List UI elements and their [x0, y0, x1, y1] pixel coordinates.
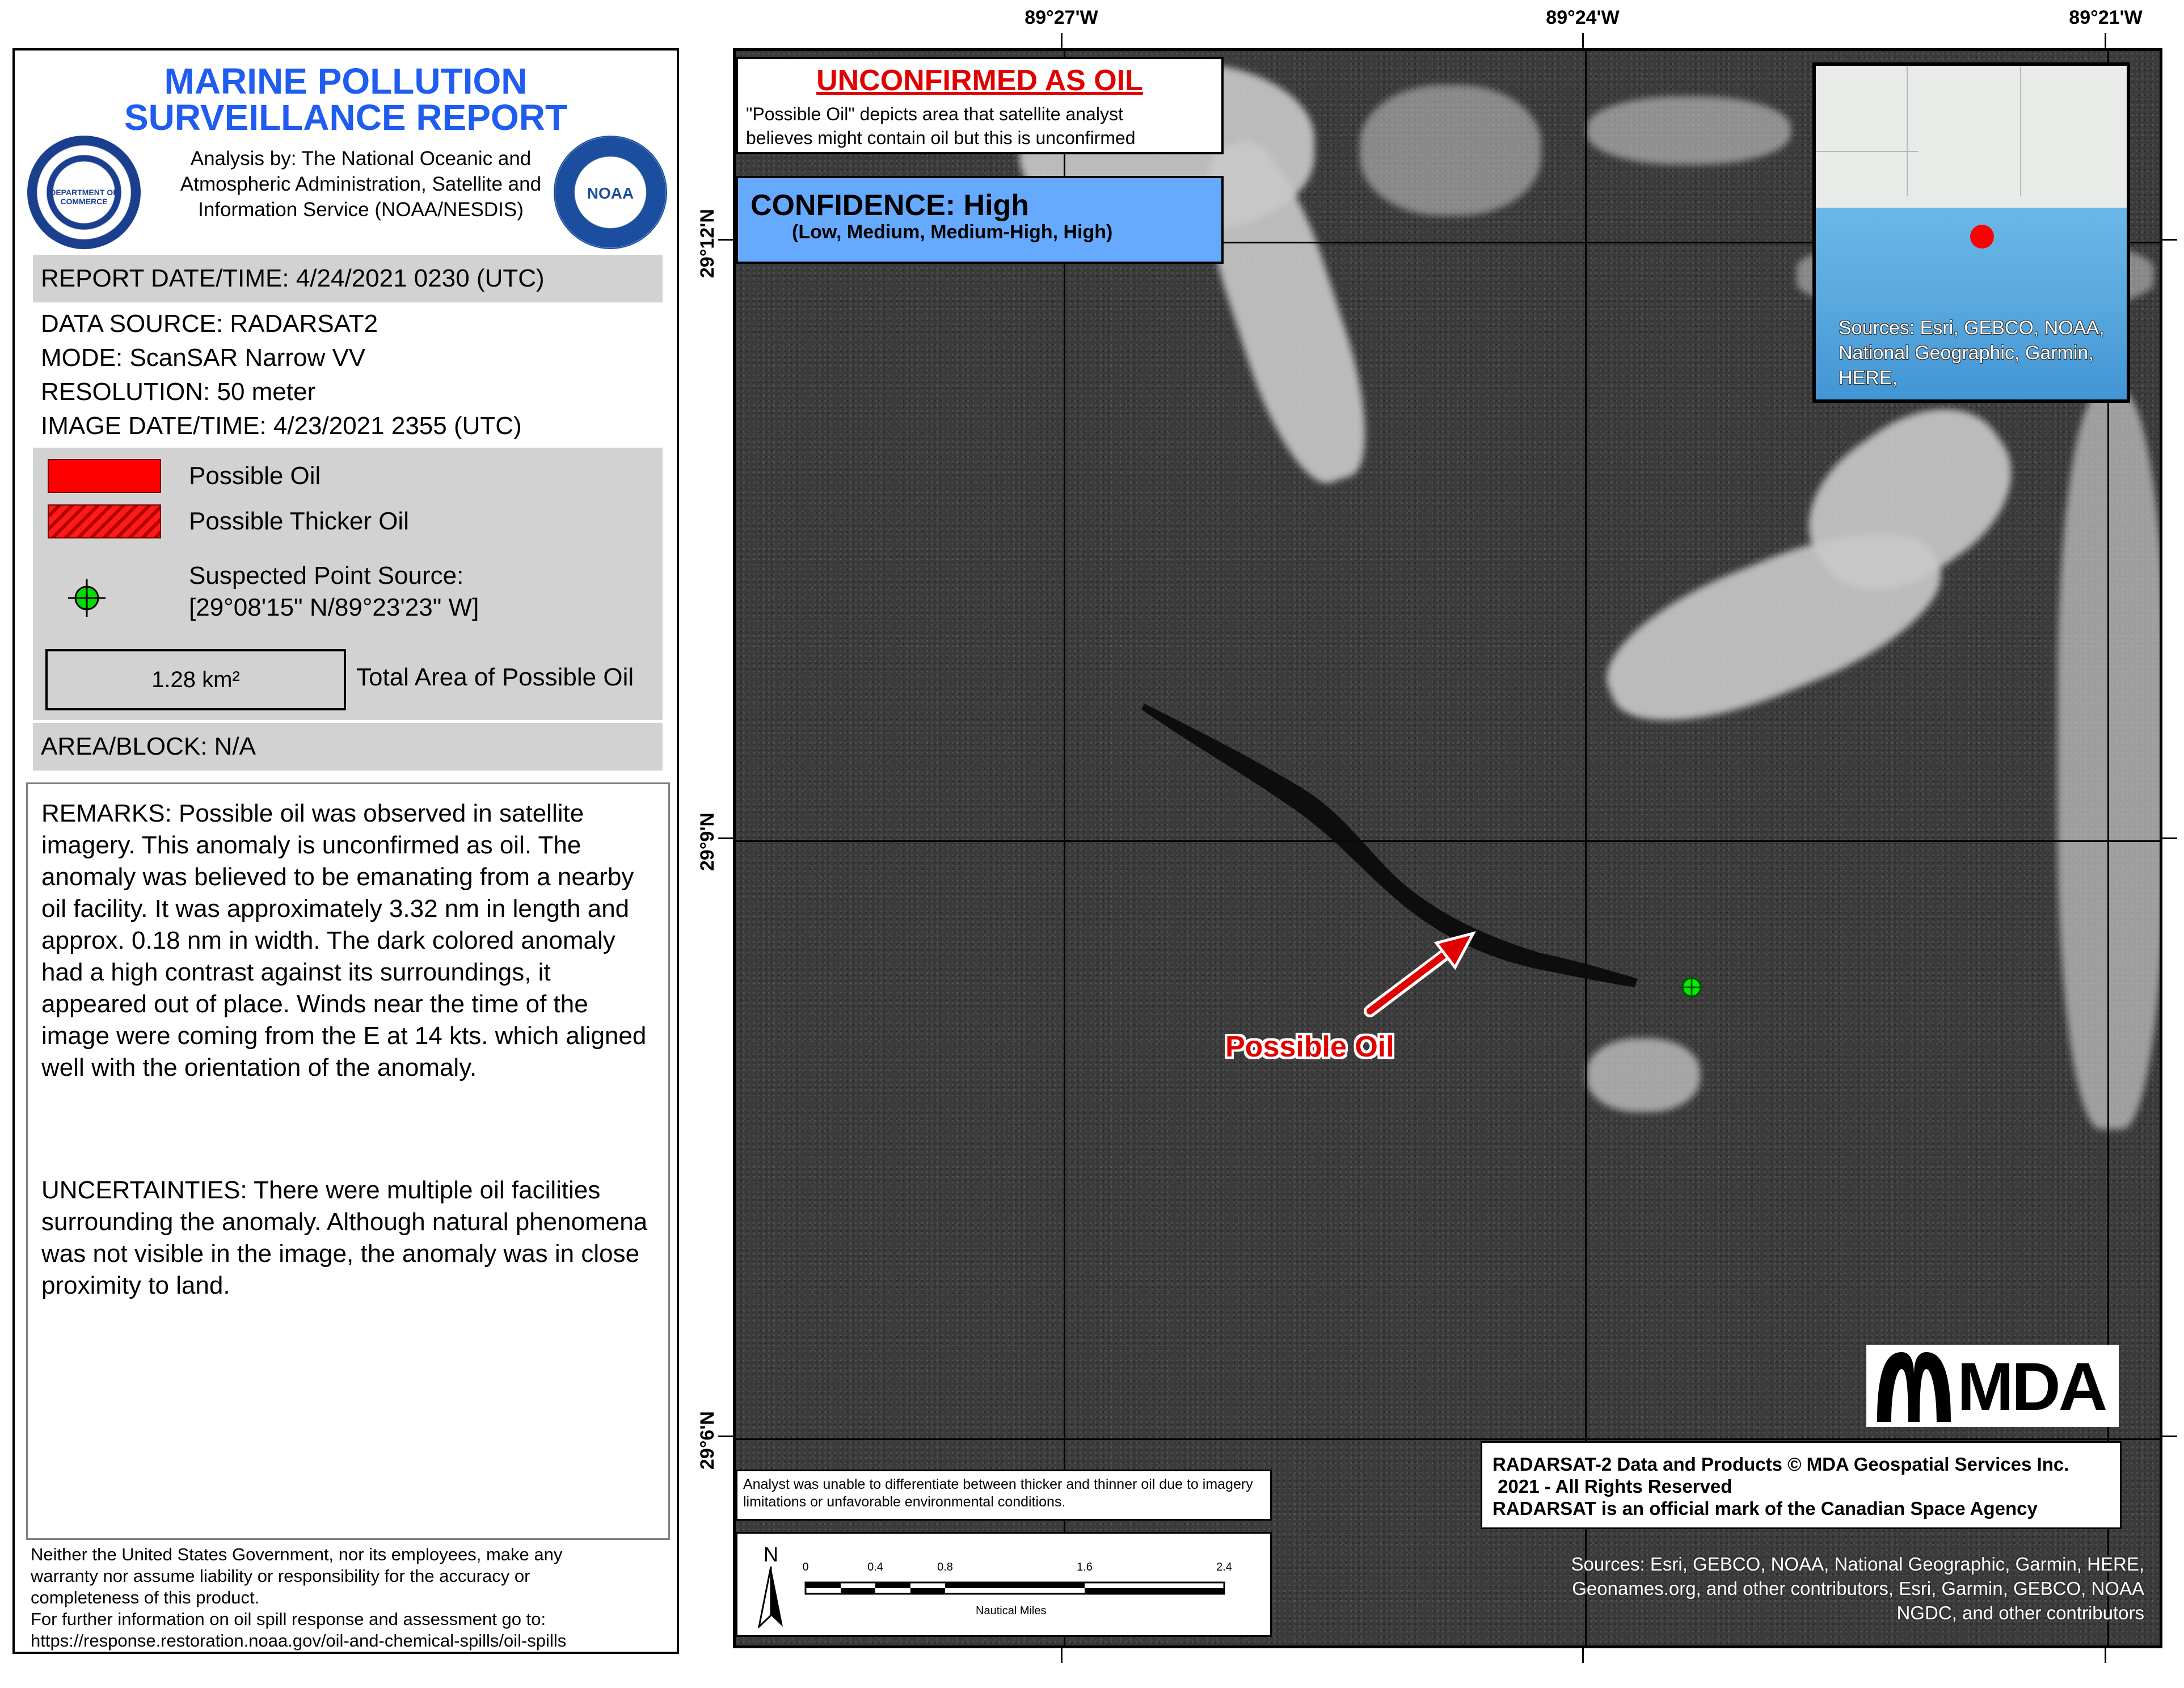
data-source: DATA SOURCE: RADARSAT2	[41, 310, 378, 338]
point-source-target-icon	[67, 578, 107, 618]
scale-unit: Nautical Miles	[976, 1605, 1047, 1617]
scale-value: 2.4	[1216, 1561, 1232, 1573]
disclaimer-line4: For further information on oil spill response and assessment go to:	[31, 1609, 546, 1629]
lon-label-3: 89°21'W	[2069, 7, 2143, 28]
point-source-coords: [29°08'15" N/89°23'23" W]	[189, 593, 479, 621]
area-block: AREA/BLOCK: N/A	[33, 723, 663, 771]
map-credit	[1441, 1552, 2144, 1625]
lat-tick	[718, 239, 733, 241]
scale-bar	[804, 1578, 1226, 1598]
image-datetime: IMAGE DATE/TIME: 4/23/2021 2355 (UTC)	[41, 412, 522, 440]
confidence-box	[736, 176, 1224, 264]
lon-label-2: 89°24'W	[1546, 7, 1620, 28]
scale-bar-box	[736, 1532, 1272, 1637]
resolution: RESOLUTION: 50 meter	[41, 378, 316, 406]
mda-logo-icon	[1866, 1345, 2119, 1427]
analysis-line1: Analysis by: The National Oceanic and	[190, 148, 532, 170]
lat-tick	[2162, 837, 2177, 839]
inset-state-border	[1907, 66, 1908, 196]
disclaimer	[31, 1544, 672, 1652]
disclaimer-line1: Neither the United States Government, nor its employees, make any	[31, 1544, 563, 1564]
unconfirmed-box	[736, 57, 1224, 154]
possible-oil-annotation: Possible Oil	[1225, 1030, 1394, 1063]
scale-value: 0.8	[937, 1561, 953, 1573]
north-label: N	[764, 1543, 778, 1566]
inset-state-border	[1816, 151, 1918, 152]
confidence-scale: (Low, Medium, Medium-High, High)	[792, 221, 1113, 243]
copyright-line3: RADARSAT is an official mark of the Canadian Space Agency	[1492, 1498, 2038, 1519]
oil-slick	[1141, 704, 1638, 987]
lat-tick	[718, 1436, 733, 1437]
possible-oil-swatch	[48, 459, 161, 493]
confidence-title: CONFIDENCE: High	[751, 189, 1030, 222]
inset-location-marker	[1970, 225, 1994, 249]
remarks-box	[26, 782, 670, 1540]
doc-seal-text: DEPARTMENT OF COMMERCE	[50, 188, 118, 206]
scale-value: 0	[802, 1561, 809, 1573]
analysis-line3: Information Service (NOAA/NESDIS)	[198, 199, 524, 221]
map-credit-line1: Sources: Esri, GEBCO, NOAA, National Geographic, Garmin, HERE,	[1571, 1554, 2144, 1575]
total-area-value: 1.28 km²	[45, 649, 346, 710]
data-copyright	[1481, 1441, 2122, 1529]
analysis-line2: Atmospheric Administration, Satellite and	[180, 173, 542, 195]
inset-credit: Sources: Esri, GEBCO, NOAA, National Geographic, Garmin, HERE,	[1839, 317, 2105, 389]
report-panel	[12, 48, 679, 1654]
legend	[33, 448, 663, 720]
lon-tick	[1582, 1648, 1584, 1663]
map-credit-line3: NGDC, and other contributors	[1896, 1602, 2144, 1623]
disclaimer-link[interactable]: https://response.restoration.noaa.gov/oil-and-chemical-spills/oil-spills	[31, 1631, 567, 1651]
lat-label-2: 29°9'N	[697, 813, 718, 871]
lat-label-3: 29°6'N	[697, 1411, 718, 1470]
analyst-note: Analyst was unable to differentiate between thicker and thinner oil due to imagery limitations or unfavorable environmental conditions.	[736, 1470, 1272, 1521]
title-line2: SURVEILLANCE REPORT	[124, 97, 568, 138]
lon-tick	[1582, 33, 1584, 48]
lon-tick	[2105, 1648, 2106, 1663]
report-title	[15, 63, 677, 136]
lon-tick	[1061, 33, 1063, 48]
unconfirmed-title: UNCONFIRMED AS OIL	[816, 64, 1143, 97]
lon-tick	[1061, 1648, 1063, 1663]
map-credit-line2: Geonames.org, and other contributors, Esri, Garmin, GEBCO, NOAA	[1572, 1578, 2144, 1599]
locator-inset-map[interactable]	[1812, 62, 2130, 403]
copyright-line1: RADARSAT-2 Data and Products © MDA Geospatial Services Inc.	[1492, 1454, 2069, 1475]
possible-oil-label: Possible Oil	[189, 462, 321, 490]
point-source-label: Suspected Point Source:	[189, 562, 464, 590]
unconfirmed-note	[746, 102, 1217, 150]
inset-state-border	[2020, 66, 2021, 196]
doc-seal-icon	[27, 136, 141, 249]
lon-tick	[2105, 33, 2106, 48]
thicker-oil-swatch	[48, 504, 161, 538]
lat-tick	[2162, 1436, 2177, 1437]
point-source-marker-icon	[1679, 975, 1704, 1000]
disclaimer-line3: completeness of this product.	[31, 1588, 260, 1607]
mda-logo-text: MDA	[1957, 1349, 2106, 1425]
disclaimer-line2: warranty nor assume liability or responsibility for the accuracy or	[31, 1566, 530, 1586]
uncertainties-text: UNCERTAINTIES: There were multiple oil facilities surrounding the anomaly. Although natural phenomena was not visible in the image, the anomaly was in close proximity to land.	[41, 1176, 648, 1299]
thicker-oil-label: Possible Thicker Oil	[189, 507, 409, 535]
mda-logo-mark	[1874, 1349, 1954, 1423]
annotation-arrow-icon	[1370, 933, 1473, 1011]
lat-tick	[718, 837, 733, 839]
lon-label-1: 89°27'W	[1024, 7, 1098, 28]
report-datetime: REPORT DATE/TIME: 4/24/2021 0230 (UTC)	[33, 255, 663, 302]
lat-tick	[2162, 239, 2177, 241]
total-area-label: Total Area of Possible Oil	[356, 663, 634, 691]
lat-label-1: 29°12'N	[697, 209, 718, 278]
mode: MODE: ScanSAR Narrow VV	[41, 344, 366, 372]
remarks-text: REMARKS: Possible oil was observed in satellite imagery. This anomaly is unconfirmed as oil. The anomaly was believed to be emanating from a nearby oil facility. It was approximately 3.32 nm in length and approx. 0.18 nm in width. The dark colored anomaly had a high contrast against its surroundings, it appeared out of place. Winds near the time of the image were coming from the E at 14 kts. which aligned well with the orientation of the anomaly.	[41, 799, 647, 1081]
copyright-line2: 2021 - All Rights Reserved	[1492, 1476, 1732, 1497]
analysis-credit	[145, 146, 576, 222]
unconfirmed-note-line1: "Possible Oil" depicts area that satellite analyst	[746, 104, 1123, 124]
north-arrow-icon	[758, 1565, 784, 1628]
title-line1: MARINE POLLUTION	[164, 61, 528, 102]
noaa-seal-text: NOAA	[587, 184, 634, 202]
scale-value: 1.6	[1077, 1561, 1093, 1573]
scale-value: 0.4	[867, 1561, 883, 1573]
unconfirmed-note-line2: believes might contain oil but this is unconfirmed	[746, 128, 1136, 148]
